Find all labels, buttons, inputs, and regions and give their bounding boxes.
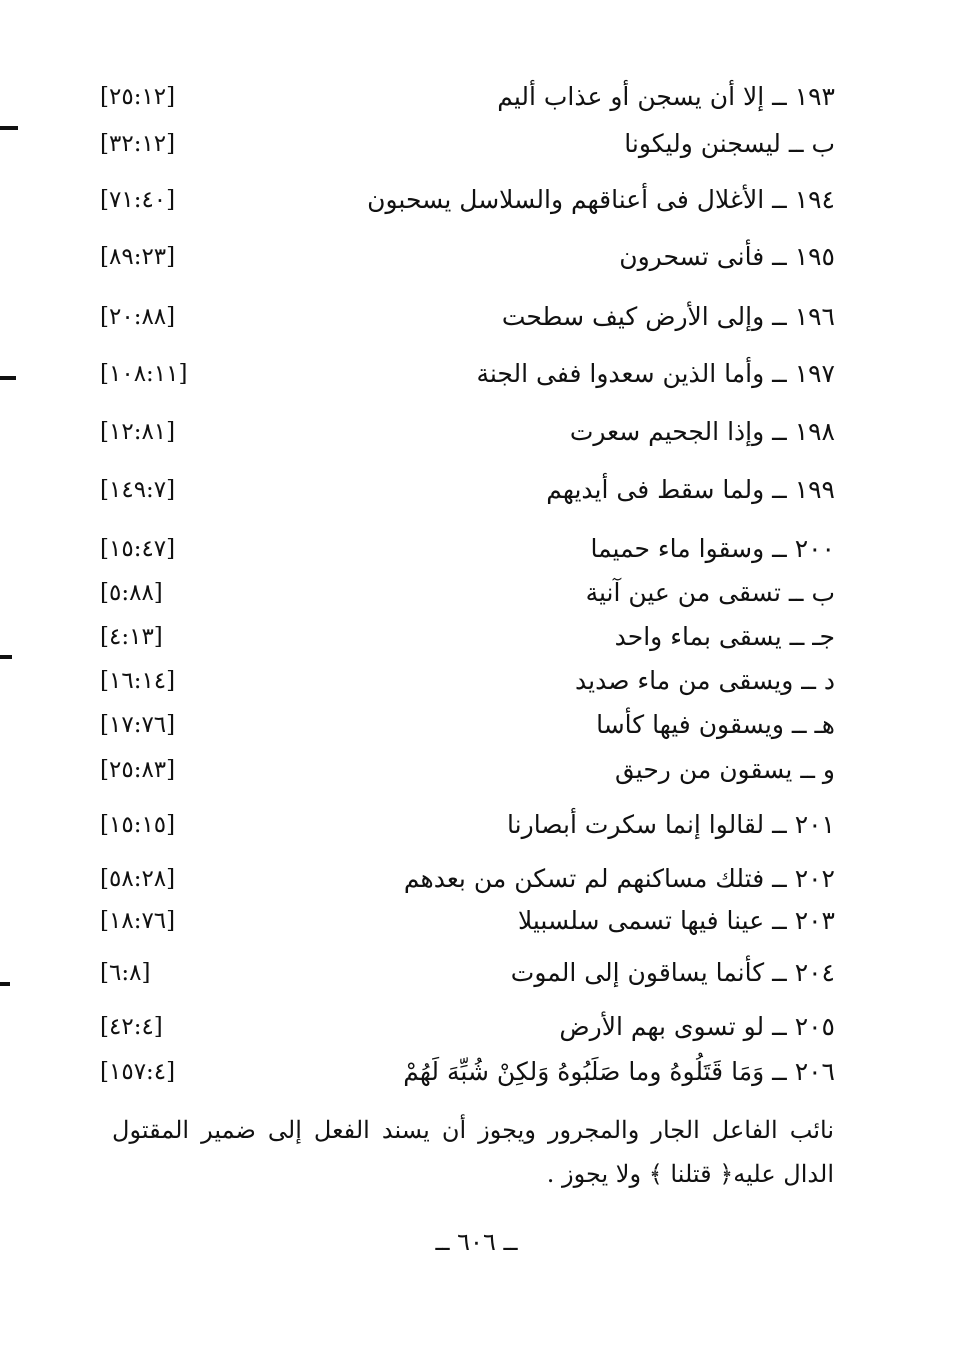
entry-text: جـ ــ يسقى بماء واحد bbox=[614, 622, 835, 651]
entry-text: ٢٠٢ ــ فتلك مساكنهم لم تسكن من بعدهم bbox=[403, 864, 835, 893]
verse-reference: [١٢:٨١] bbox=[100, 419, 176, 445]
entry-row bbox=[100, 862, 835, 896]
verse-reference: [١٤٩:٧] bbox=[100, 477, 176, 503]
entry-text: ١٩٩ ــ ولما سقط فى أيديهم bbox=[546, 475, 835, 504]
entry-row bbox=[100, 1055, 835, 1089]
verse-reference: [٣٢:١٢] bbox=[100, 131, 176, 157]
entry-row bbox=[100, 576, 835, 610]
entry-text: ٢٠٠ ــ وسقوا ماء حميما bbox=[590, 534, 835, 563]
verse-reference: [١٠٨:١١] bbox=[100, 361, 188, 387]
entry-row bbox=[100, 956, 835, 990]
scan-edge-mark bbox=[0, 982, 10, 986]
footnote-paragraph: نائب الفاعل الجار والمجرور ويجوز أن يسند الفعل إلى ضمير المقتول الدال عليه﴿ قتلنا ﴾ ولا يجوز . bbox=[112, 1116, 834, 1188]
entry-text: ٢٠٦ ــ وَمَا قَتَلُوهُ وما صَلَبُوهُ وَلكِنْ شُبِّهَ لَهُمْ bbox=[403, 1057, 835, 1086]
verse-reference: [١٥٧:٤] bbox=[100, 1059, 176, 1085]
entry-text: ب ــ ليسجنن وليكونا bbox=[624, 129, 835, 158]
entry-text: و ــ يسقون من رحيق bbox=[614, 755, 835, 784]
entry-row bbox=[100, 127, 835, 161]
verse-reference: [٤٢:٤] bbox=[100, 1014, 163, 1040]
verse-reference: [٤:١٣] bbox=[100, 624, 163, 650]
entry-row bbox=[100, 753, 835, 787]
verse-reference: [١٦:١٤] bbox=[100, 668, 176, 694]
verse-reference: [٢٥:٨٣] bbox=[100, 757, 176, 783]
entry-row bbox=[100, 80, 835, 114]
entry-row bbox=[100, 300, 835, 334]
entry-row bbox=[100, 240, 835, 274]
entry-text: هـ ــ ويسقون فيها كأسا bbox=[596, 710, 835, 739]
entry-text: ٢٠١ ــ لقالوا إنما سكرت أبصارنا bbox=[507, 810, 835, 839]
entry-row bbox=[100, 532, 835, 566]
entry-text: ١٩٤ ــ الأغلال فى أعناقهم والسلاسل يسحبون bbox=[367, 185, 835, 214]
verse-reference: [١٥:٤٧] bbox=[100, 536, 176, 562]
verse-reference: [١٨:٧٦] bbox=[100, 908, 176, 934]
entry-text: ١٩٦ ــ وإلى الأرض كيف سطحت bbox=[501, 302, 835, 331]
entry-row bbox=[100, 708, 835, 742]
entry-text: ٢٠٤ ــ كأنما يساقون إلى الموت bbox=[510, 958, 835, 987]
page-number: ــ ٦٠٦ ــ bbox=[435, 1228, 518, 1256]
verse-reference: [٨٩:٢٣] bbox=[100, 244, 176, 270]
entry-row bbox=[100, 1010, 835, 1044]
scan-edge-mark bbox=[0, 655, 12, 659]
verse-reference: [١٥:١٥] bbox=[100, 812, 176, 838]
entry-text: ١٩٥ ــ فأنى تسحرون bbox=[619, 242, 835, 271]
entry-row bbox=[100, 620, 835, 654]
entry-row bbox=[100, 357, 835, 391]
entry-text: ١٩٣ ــ إلا أن يسجن أو عذاب أليم bbox=[497, 82, 835, 111]
verse-reference: [٥٨:٢٨] bbox=[100, 866, 176, 892]
entry-row bbox=[100, 415, 835, 449]
entry-text: ب ــ تسقى من عين آنية bbox=[585, 578, 835, 607]
entry-row bbox=[100, 664, 835, 698]
entry-row bbox=[100, 904, 835, 938]
verse-reference: [٧١:٤٠] bbox=[100, 187, 176, 213]
entry-text: ٢٠٣ ــ عينا فيها تسمى سلسبيلا bbox=[517, 906, 835, 935]
entry-text: د ــ ويسقى من ماء صديد bbox=[575, 666, 835, 695]
entry-row bbox=[100, 473, 835, 507]
verse-reference: [٢٥:١٢] bbox=[100, 84, 176, 110]
entry-row bbox=[100, 808, 835, 842]
entry-text: ١٩٨ ــ وإذا الجحيم سعرت bbox=[569, 417, 835, 446]
verse-reference: [٥:٨٨] bbox=[100, 580, 163, 606]
entry-text: ٢٠٥ ــ لو تسوى بهم الأرض bbox=[559, 1012, 835, 1041]
entry-row bbox=[100, 183, 835, 217]
verse-reference: [٢٠:٨٨] bbox=[100, 304, 176, 330]
scan-edge-mark bbox=[0, 376, 16, 380]
verse-reference: [١٧:٧٦] bbox=[100, 712, 176, 738]
verse-reference: [٦:٨] bbox=[100, 960, 151, 986]
scan-edge-mark bbox=[0, 126, 18, 130]
entry-text: ١٩٧ ــ وأما الذين سعدوا ففى الجنة bbox=[476, 359, 835, 388]
